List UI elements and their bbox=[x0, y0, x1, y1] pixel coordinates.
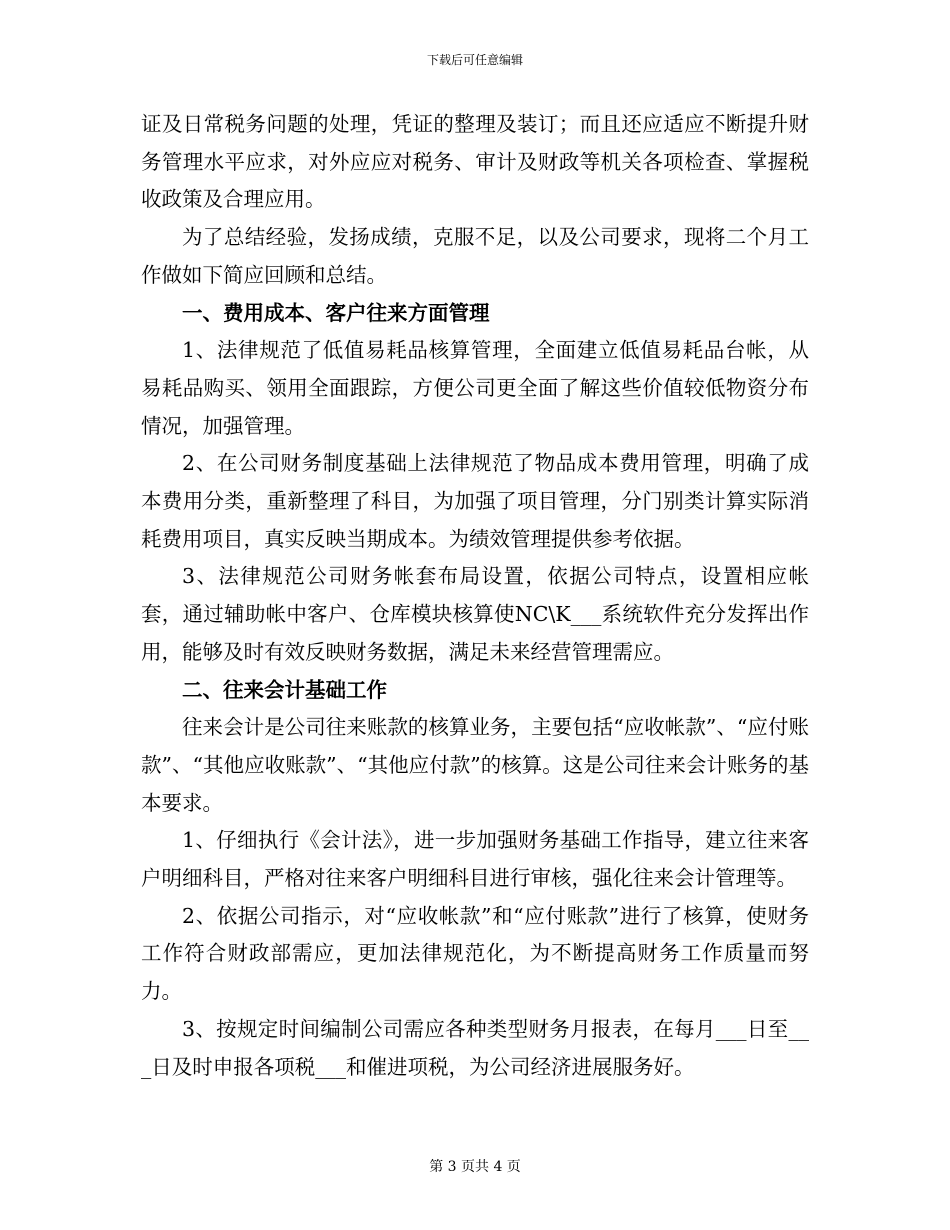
paragraph-item-1-2: 2、在公司财务制度基础上法律规范了物品成本费用管理，明确了成本费用分类，重新整理了科目，为加强了项目管理，分门别类计算实际消耗费用项目，真实反映当期成本。为绩效管理提供参考依据。 bbox=[141, 451, 809, 551]
page-footer: 第 3 页共 4 页 bbox=[429, 1159, 521, 1175]
paragraph-item-2-1: 1、仔细执行《会计法》，进一步加强财务基础工作指导，建立往来客户明细科目，严格对往来客户明细科目进行审核，强化往来会计管理等。 bbox=[141, 828, 809, 891]
section-heading-1: 一、费用成本、客户往来方面管理 bbox=[182, 300, 490, 325]
paragraph-item-1-3: 3、法律规范公司财务帐套布局设置，依据公司特点，设置相应帐套，通过辅助帐中客户、仓库模块核算使NC\K___系统软件充分发挥出作用，能够及时有效反映财务数据，满足未来经营管理需应。 bbox=[141, 564, 809, 664]
paragraph-item-1-1: 1、法律规范了低值易耗品核算管理，全面建立低值易耗品台帐，从易耗品购买、领用全面跟踪，方便公司更全面了解这些价值较低物资分布情况，加强管理。 bbox=[141, 338, 809, 438]
paragraph-item-2-3: 3、按规定时间编制公司需应各种类型财务月报表，在每月___日至___日及时申报各项税___和催进项税，为公司经济进展服务好。 bbox=[141, 1016, 809, 1079]
section-heading-2: 二、往来会计基础工作 bbox=[182, 677, 387, 702]
paragraph-item-2-2: 2、依据公司指示，对“应收帐款”和“应付账款”进行了核算，使财务工作符合财政部需应，更加法律规范化，为不断提高财务工作质量而努力。 bbox=[141, 903, 809, 1004]
paragraph-continued: 证及日常税务问题的处理，凭证的整理及装订；而且还应适应不断提升财务管理水平应求，对外应应对税务、审计及财政等机关各项检查、掌握税收政策及合理应用。 bbox=[141, 112, 809, 212]
document-body bbox=[141, 106, 809, 1086]
page-header: 下载后可任意编辑 bbox=[426, 53, 523, 67]
paragraph-intro: 为了总结经验，发扬成绩，克服不足，以及公司要求，现将二个月工作做如下简应回顾和总结。 bbox=[141, 225, 809, 287]
paragraph-section-2-intro: 往来会计是公司往来账款的核算业务，主要包括“应收帐款”、“应付账款”、“其他应收账款”、“其他应付款”的核算。这是公司往来会计账务的基本要求。 bbox=[141, 715, 809, 815]
